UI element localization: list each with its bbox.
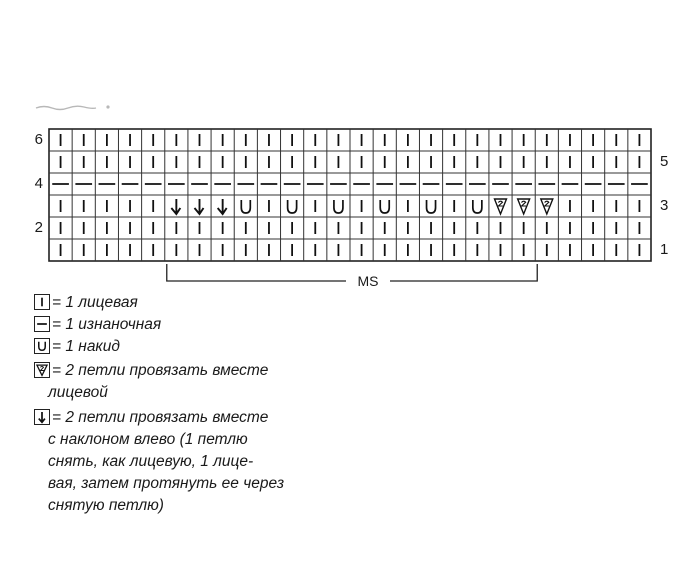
row-label-2: 2	[34, 219, 43, 236]
legend-text-continuation: с наклоном влево (1 петлю	[48, 431, 248, 448]
legend-item	[34, 336, 364, 358]
repeat-label: MS	[346, 273, 390, 289]
purl-icon	[34, 316, 50, 332]
ssk-icon	[34, 409, 50, 425]
row-label-1: 1	[660, 241, 669, 258]
legend-item	[34, 314, 364, 336]
yarn-over-stitch	[380, 200, 389, 213]
repeat-bracket-right	[390, 264, 537, 281]
legend-text: = 1 лицевая	[52, 294, 138, 311]
row-label-3: 3	[660, 197, 669, 214]
yarn-over-stitch	[427, 200, 436, 213]
legend-text-continuation: вая, затем протянуть ее через	[48, 475, 285, 492]
ssk-stitch	[218, 199, 227, 214]
row-label-4: 4	[34, 175, 43, 192]
legend-item	[34, 292, 364, 314]
legend-item	[34, 407, 364, 517]
k2tog-stitch-mark	[545, 201, 550, 206]
legend-text-continuation: снять, как лицевую, 1 лице-	[48, 453, 254, 470]
yarn-over-stitch	[288, 200, 297, 213]
symbol-legend	[34, 292, 364, 517]
k2tog-stitch-mark	[521, 201, 526, 206]
repeat-bracket-left	[167, 264, 346, 281]
legend-text-continuation: лицевой	[48, 384, 108, 401]
ssk-stitch	[195, 199, 204, 214]
legend-text-continuation: снятую петлю)	[48, 497, 164, 514]
knit-icon	[34, 294, 50, 310]
legend-text: = 2 петли провязать вместе	[52, 409, 269, 426]
legend-item	[34, 360, 364, 404]
row-label-6: 6	[34, 131, 43, 148]
row-label-5: 5	[660, 153, 669, 170]
legend-text: = 1 изнаночная	[52, 316, 162, 333]
yarn-over-icon	[34, 338, 50, 354]
yarn-over-stitch	[473, 200, 482, 213]
yarn-over-stitch	[241, 200, 250, 213]
k2tog-icon	[34, 362, 50, 378]
ssk-stitch	[171, 199, 180, 214]
legend-text: = 1 накид	[52, 338, 120, 355]
yarn-over-stitch	[334, 200, 343, 213]
legend-text: = 2 петли провязать вместе	[52, 362, 269, 379]
k2tog-stitch-mark	[498, 201, 503, 206]
